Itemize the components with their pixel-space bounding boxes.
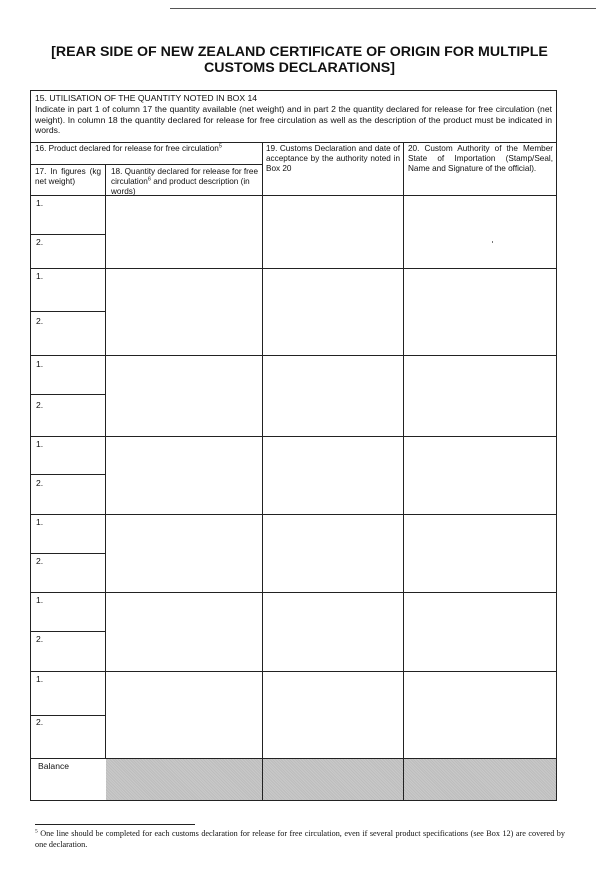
part-divider (31, 631, 105, 632)
box-15-instructions: Indicate in part 1 of column 17 the quantity available (net weight) and in part 2 the quantity declared for release for free circulation (net weight). In column 18 the quantity declared for release for free circulation as well as the description of the product must be indicated in words. (35, 103, 552, 136)
row-label-part-2: 2. (36, 237, 44, 247)
box-17-label: 17. In figures (kg net weight) (35, 167, 101, 186)
balance-shaded-cell (263, 759, 403, 800)
group-separator (31, 592, 556, 593)
col-17-18-divider (105, 164, 106, 758)
box-16-footnote-ref: 5 (218, 143, 222, 150)
row-label-part-1: 1. (36, 271, 44, 281)
title-line-2: CUSTOMS DECLARATIONS] (203, 60, 395, 76)
row-label-part-1: 1. (36, 595, 44, 605)
row-label-part-1: 1. (36, 198, 44, 208)
row-label-part-2: 2. (36, 556, 44, 566)
box-20-label: 20. Custom Authority of the Member State of Importation (Stamp/Seal, Name and Signature of the official). (408, 144, 553, 173)
row-label-part-1: 1. (36, 439, 44, 449)
row-label-part-2: 2. (36, 316, 44, 326)
header-bottom-line (31, 195, 556, 196)
row-label-part-2: 2. (36, 634, 44, 644)
box-15-heading: 15. UTILISATION OF THE QUANTITY NOTED IN BOX 14 (35, 93, 258, 103)
box-18-label: 18. Quantity declared for release for free circulation$^6$ and product description (in words) (111, 167, 258, 196)
row-label-part-1: 1. (36, 674, 44, 684)
box-19-label: 19. Customs Declaration and date of acceptance by the authority noted in Box 20 (266, 144, 400, 173)
scan-speck (492, 241, 493, 243)
box-18-footnote-ref: 6 (147, 176, 151, 183)
row-label-part-1: 1. (36, 359, 44, 369)
part-divider (31, 474, 105, 475)
part-divider (31, 715, 105, 716)
top-rule (170, 8, 596, 9)
part-divider (31, 234, 105, 235)
group-separator (31, 514, 556, 515)
balance-shaded-cell (404, 759, 556, 800)
row-label-part-2: 2. (36, 478, 44, 488)
balance-shaded-cell (106, 759, 262, 800)
certificate-form (30, 90, 557, 801)
footnote-text: One line should be completed for each customs declaration for release for free circulation, even if several product specifications (see Box 12) are covered by one declaration. (35, 829, 565, 849)
box-16-label: 16. Product declared for release for free circulation$^5$ (35, 143, 222, 153)
row-label-part-2: 2. (36, 717, 44, 727)
col-19-20-divider (403, 143, 404, 800)
row-label-part-2: 2. (36, 400, 44, 410)
col-18-19-divider (262, 143, 263, 800)
page-title (0, 44, 599, 76)
box-15 (31, 91, 556, 143)
part-divider (31, 394, 105, 395)
group-separator (31, 671, 556, 672)
row-label-part-1: 1. (36, 517, 44, 527)
part-divider (31, 553, 105, 554)
group-separator (31, 355, 556, 356)
group-separator (31, 268, 556, 269)
title-line-1: [REAR SIDE OF NEW ZEALAND CERTIFICATE OF ORIGIN FOR MULTIPLE (51, 44, 548, 60)
footnote-number: 5 (35, 828, 38, 835)
group-separator (31, 436, 556, 437)
footnote (35, 829, 565, 850)
part-divider (31, 311, 105, 312)
balance-label: Balance (38, 761, 70, 771)
footnote-rule (35, 824, 195, 825)
box-16-divider (31, 164, 262, 165)
